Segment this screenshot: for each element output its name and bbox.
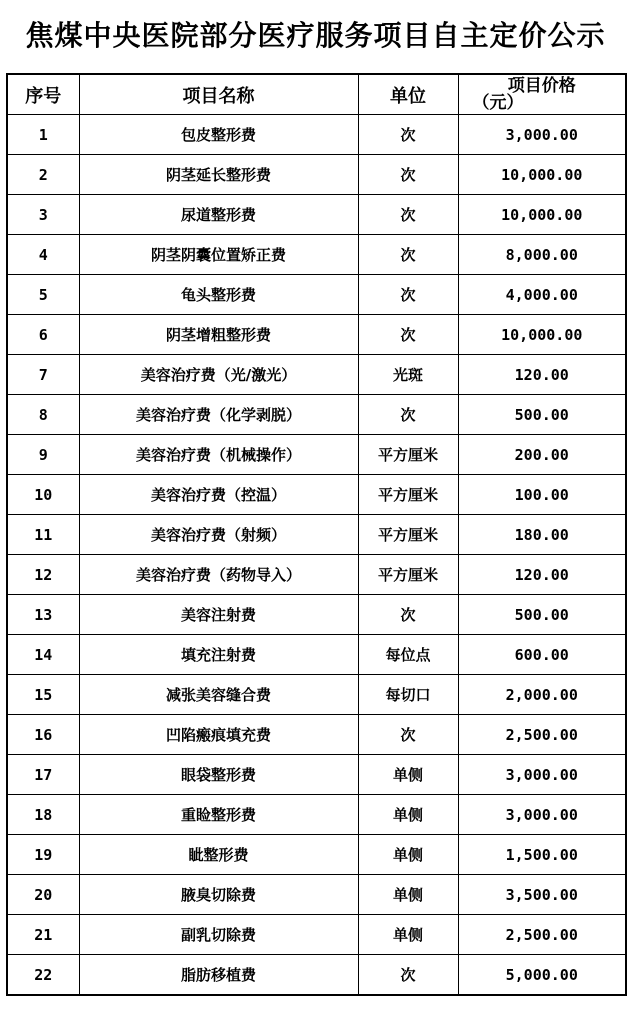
row-index-cell: 22 [7,955,79,996]
header-price-line2: （元） [472,92,524,113]
row-name-cell: 阴茎延长整形费 [79,155,358,195]
row-unit-cell: 次 [358,955,458,996]
row-index-cell: 17 [7,755,79,795]
table-row [7,515,626,555]
page-title: 焦煤中央医院部分医疗服务项目自主定价公示 [25,19,606,52]
row-name-cell: 凹陷瘢痕填充费 [79,715,358,755]
table-row [7,715,626,755]
table-body [7,115,626,996]
table-row [7,675,626,715]
table-row [7,315,626,355]
row-index-cell: 14 [7,635,79,675]
row-unit-cell: 次 [358,315,458,355]
row-unit-cell: 单侧 [358,755,458,795]
table-row [7,195,626,235]
row-name-cell: 阴茎阴囊位置矫正费 [79,235,358,275]
row-name-cell: 美容治疗费（药物导入） [79,555,358,595]
table-row [7,395,626,435]
row-price-cell: 3,000.00 [458,115,626,155]
row-name-cell: 美容治疗费（机械操作） [79,435,358,475]
row-price-cell: 100.00 [458,475,626,515]
row-price-cell: 120.00 [458,555,626,595]
row-unit-cell: 次 [358,595,458,635]
row-price-cell: 500.00 [458,595,626,635]
row-unit-cell: 平方厘米 [358,475,458,515]
row-name-cell: 尿道整形费 [79,195,358,235]
row-price-cell: 3,000.00 [458,755,626,795]
row-name-cell: 美容治疗费（控温） [79,475,358,515]
row-price-cell: 8,000.00 [458,235,626,275]
row-price-cell: 2,500.00 [458,715,626,755]
row-price-cell: 500.00 [458,395,626,435]
row-index-cell: 13 [7,595,79,635]
table-row [7,115,626,155]
row-name-cell: 减张美容缝合费 [79,675,358,715]
row-price-cell: 3,000.00 [458,795,626,835]
row-unit-cell: 次 [358,715,458,755]
table-row [7,595,626,635]
row-index-cell: 5 [7,275,79,315]
row-index-cell: 19 [7,835,79,875]
row-unit-cell: 每切口 [358,675,458,715]
table-row [7,755,626,795]
table-row [7,155,626,195]
row-unit-cell: 单侧 [358,915,458,955]
table-row [7,475,626,515]
row-unit-cell: 次 [358,275,458,315]
row-name-cell: 龟头整形费 [79,275,358,315]
row-index-cell: 15 [7,675,79,715]
row-name-cell: 副乳切除费 [79,915,358,955]
header-price-line1: 项目价格 [507,75,576,96]
row-price-cell: 200.00 [458,435,626,475]
row-unit-cell: 次 [358,195,458,235]
row-price-cell: 1,500.00 [458,835,626,875]
table-row [7,795,626,835]
row-index-cell: 3 [7,195,79,235]
row-unit-cell: 次 [358,235,458,275]
row-name-cell: 脂肪移植费 [79,955,358,996]
row-unit-cell: 次 [358,155,458,195]
header-unit: 单位 [358,74,458,115]
row-index-cell: 20 [7,875,79,915]
row-index-cell: 1 [7,115,79,155]
row-index-cell: 10 [7,475,79,515]
table-row [7,275,626,315]
row-price-cell: 10,000.00 [458,195,626,235]
row-index-cell: 7 [7,355,79,395]
row-price-cell: 10,000.00 [458,315,626,355]
header-index: 序号 [7,74,79,115]
table-row [7,955,626,996]
table-row [7,435,626,475]
header-price [458,74,626,115]
row-unit-cell: 每位点 [358,635,458,675]
table-row [7,835,626,875]
row-index-cell: 18 [7,795,79,835]
row-index-cell: 9 [7,435,79,475]
row-index-cell: 6 [7,315,79,355]
row-name-cell: 重睑整形费 [79,795,358,835]
row-name-cell: 填充注射费 [79,635,358,675]
price-table [6,73,627,996]
row-name-cell: 美容治疗费（射频） [79,515,358,555]
row-index-cell: 21 [7,915,79,955]
row-name-cell: 美容治疗费（化学剥脱） [79,395,358,435]
row-unit-cell: 平方厘米 [358,435,458,475]
row-name-cell: 眼袋整形费 [79,755,358,795]
row-price-cell: 120.00 [458,355,626,395]
row-index-cell: 16 [7,715,79,755]
row-index-cell: 12 [7,555,79,595]
table-row [7,235,626,275]
row-price-cell: 10,000.00 [458,155,626,195]
row-unit-cell: 单侧 [358,875,458,915]
row-unit-cell: 单侧 [358,835,458,875]
row-unit-cell: 光斑 [358,355,458,395]
row-price-cell: 2,500.00 [458,915,626,955]
table-row [7,355,626,395]
table-row [7,875,626,915]
row-unit-cell: 平方厘米 [358,555,458,595]
row-price-cell: 4,000.00 [458,275,626,315]
row-unit-cell: 次 [358,395,458,435]
row-index-cell: 2 [7,155,79,195]
row-index-cell: 11 [7,515,79,555]
row-name-cell: 包皮整形费 [79,115,358,155]
row-index-cell: 4 [7,235,79,275]
row-name-cell: 美容治疗费（光/激光） [79,355,358,395]
row-price-cell: 600.00 [458,635,626,675]
header-name: 项目名称 [79,74,358,115]
row-price-cell: 180.00 [458,515,626,555]
row-name-cell: 眦整形费 [79,835,358,875]
row-name-cell: 阴茎增粗整形费 [79,315,358,355]
row-price-cell: 5,000.00 [458,955,626,996]
table-row [7,635,626,675]
table-row [7,915,626,955]
row-unit-cell: 次 [358,115,458,155]
row-name-cell: 美容注射费 [79,595,358,635]
row-unit-cell: 单侧 [358,795,458,835]
table-row [7,555,626,595]
row-unit-cell: 平方厘米 [358,515,458,555]
row-price-cell: 3,500.00 [458,875,626,915]
row-price-cell: 2,000.00 [458,675,626,715]
table-header-row [7,74,626,115]
row-name-cell: 腋臭切除费 [79,875,358,915]
row-index-cell: 8 [7,395,79,435]
